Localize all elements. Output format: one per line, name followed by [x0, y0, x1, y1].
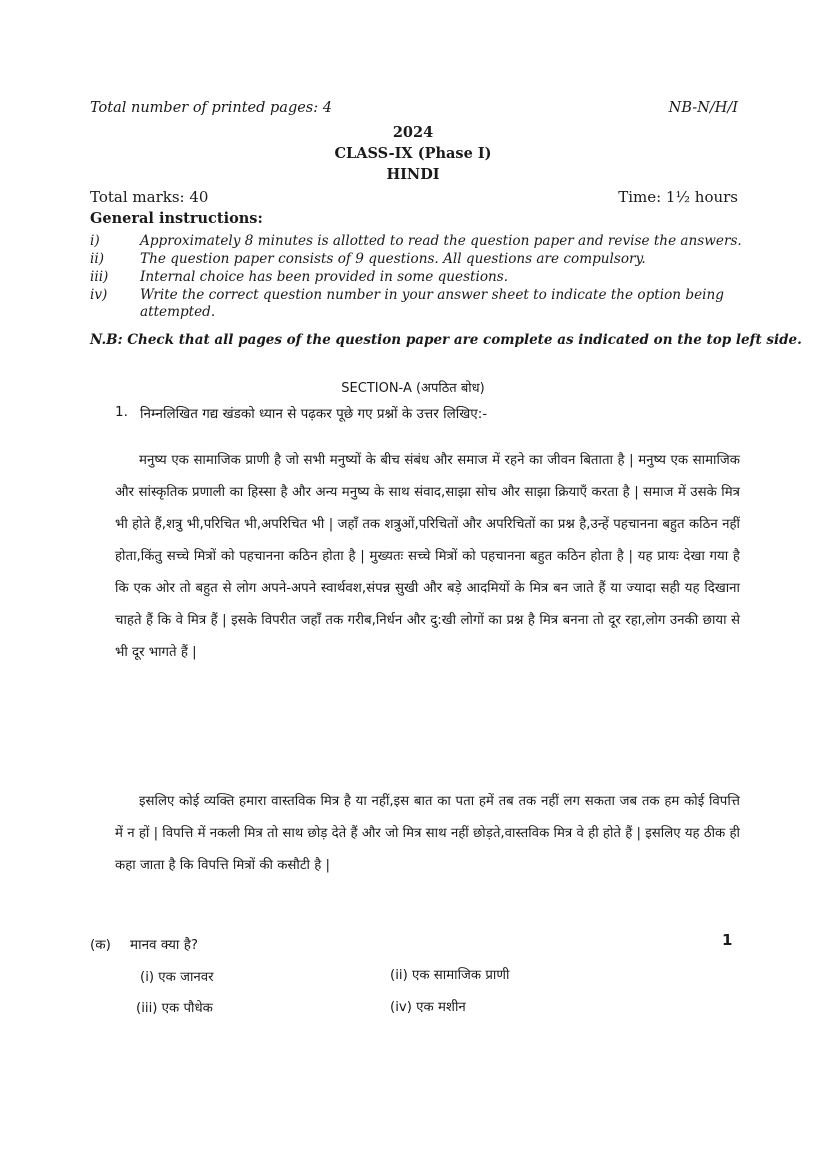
instruction-item	[90, 233, 750, 250]
instruction-text: Internal choice has been provided in some questions.	[140, 269, 509, 285]
exam-time: Time: 1½ hours	[618, 188, 738, 206]
instruction-item	[90, 287, 750, 321]
instructions-heading: General instructions:	[90, 210, 263, 227]
option-3: (iii) एक पौधेक	[136, 1001, 213, 1016]
question-k-text: मानव क्या है?	[130, 937, 199, 953]
section-title: SECTION-A (अपठित बोध)	[341, 381, 485, 396]
exam-subject: HINDI	[386, 166, 440, 183]
exam-class: CLASS-IX (Phase I)	[334, 145, 492, 162]
instruction-number: i)	[90, 233, 100, 249]
instruction-number: iv)	[90, 287, 108, 303]
question-instruction: निम्नलिखित गद्य खंडको ध्यान से पढ़कर पूछे गए प्रश्नों के उत्तर लिखिए:-	[140, 406, 488, 422]
total-marks: Total marks: 40	[90, 188, 209, 206]
printed-pages-note: Total number of printed pages: 4	[90, 100, 332, 116]
passage-paragraph-2: इसलिए कोई व्यक्ति हमारा वास्तविक मित्र है या नहीं,इस बात का पता हमें तब तक नहीं लग सकता जब तक हम कोई विपत्ति में न हों | विपत्ति में नकली मित्र तो साथ छोड़ देते हैं और जो मित्र साथ नहीं छोड़ते,वास्तविक मित्र वे ही होते हैं | इसलिए यह ठीक ही कहा जाता है कि विपत्ति मित्रों की कसौटी है |	[115, 794, 740, 873]
question-number: 1.	[115, 404, 128, 420]
passage-paragraph-1: मनुष्य एक सामाजिक प्राणी है जो सभी मनुष्यों के बीच संबंध और समाज में रहने का जीवन बिताता है | मनुष्य एक सामाजिक और सांस्कृतिक प्रणाली का हिस्सा है और अन्य मनुष्य के साथ संवाद,साझा सोच और साझा क्रियाएँ करता है | समाज में उसके मित्र भी होते हैं,शत्रु भी,परिचित भी,अपरिचित भी | जहाँ तक शत्रुओं,परिचितों और अपरिचितों का प्रश्न है,उन्हें पहचानना बहुत कठिन नहीं होता,किंतु सच्चे मित्रों को पहचानना कठिन होता है | मुख्यतः सच्चे मित्रों को पहचानना बहुत कठिन होता है | यह प्रायः देखा गया है कि एक ओर तो बहुत से लोग अपने-अपने स्वार्थवश,संपन्न सुखी और बड़े आदमियों के मित्र बन जाते हैं या ज्यादा सही यह दिखाना चाहते हैं कि वे मित्र हैं | इसके विपरीत जहाँ तक गरीब,निर्धन और दु:खी लोगों का प्रश्न है मित्र बनना तो दूर रहा,लोग उनकी छाया से भी दूर भागते हैं |	[115, 453, 741, 660]
exam-year: 2024	[392, 124, 434, 141]
instruction-text: The question paper consists of 9 questions. All questions are compulsory.	[140, 251, 646, 267]
instruction-number: ii)	[90, 251, 104, 267]
question-k-marks: 1	[722, 931, 733, 949]
instruction-text: Approximately 8 minutes is allotted to read the question paper and revise the answers.	[140, 233, 742, 249]
instruction-text: Write the correct question number in your answer sheet to indicate the option being attempted.	[140, 287, 724, 320]
nb-note: N.B: Check that all pages of the question paper are complete as indicated on the top left side.	[90, 332, 802, 348]
question-k-label: (क)	[90, 937, 111, 953]
option-2: (ii) एक सामाजिक प्राणी	[390, 968, 510, 983]
instruction-item	[90, 269, 750, 286]
option-1: (i) एक जानवर	[140, 970, 214, 985]
instruction-item	[90, 251, 750, 268]
instruction-number: iii)	[90, 269, 109, 285]
paper-code: NB-N/H/I	[668, 100, 738, 116]
option-4: (iv) एक मशीन	[390, 1000, 466, 1015]
instructions-list	[90, 233, 750, 322]
